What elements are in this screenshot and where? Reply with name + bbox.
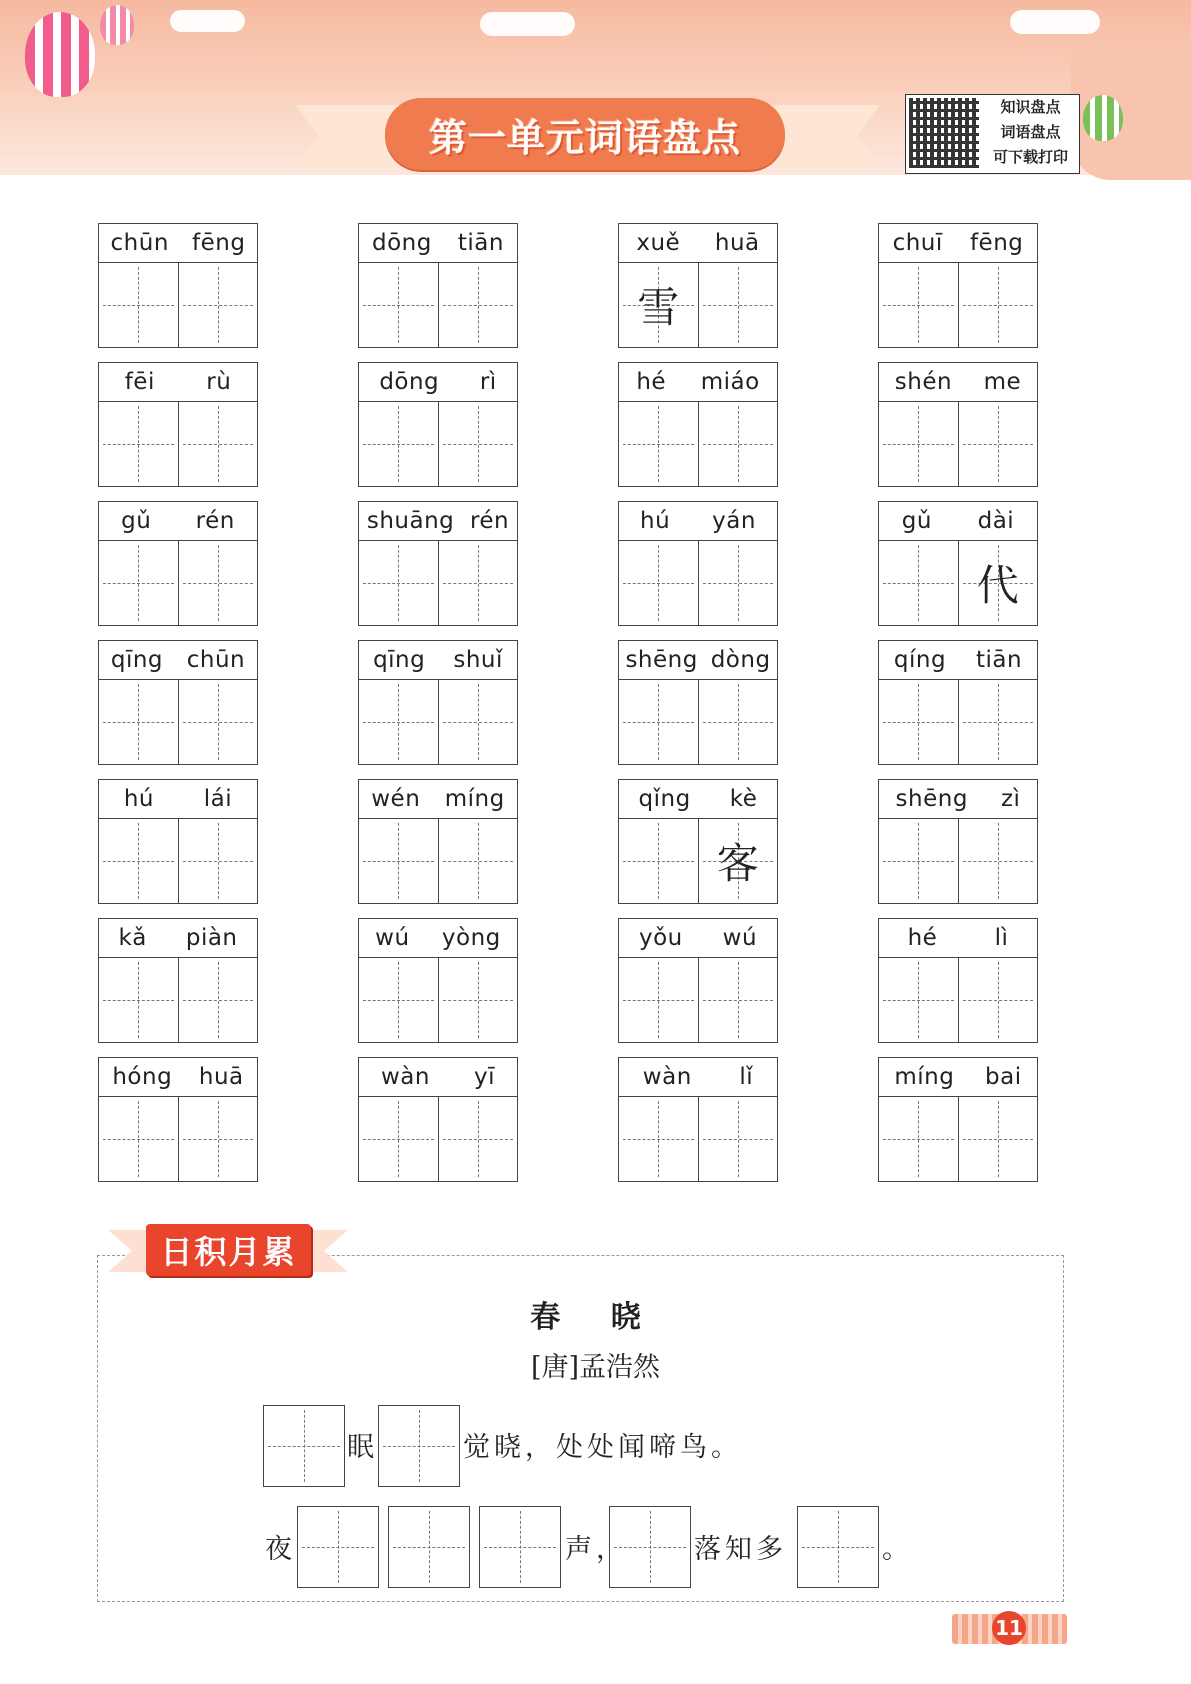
pinyin-syllable: yǒu [638, 925, 683, 951]
pinyin-row [98, 1057, 258, 1097]
pinyin-syllable: lì [994, 925, 1009, 951]
pinyin-syllable: kǎ [118, 925, 147, 951]
pinyin-syllable: tiān [457, 230, 504, 256]
character-box[interactable] [439, 680, 518, 764]
pinyin-syllable: wú [722, 925, 758, 951]
pinyin-row [98, 918, 258, 958]
character-box[interactable] [879, 1097, 959, 1181]
balloon-icon [25, 12, 95, 97]
word-item [358, 223, 518, 347]
pinyin-row [98, 640, 258, 680]
tian-grid [618, 263, 778, 348]
pinyin-row [98, 362, 258, 402]
pinyin-syllable: piàn [185, 925, 238, 951]
pinyin-syllable: shuāng [366, 508, 455, 534]
character-box[interactable] [619, 680, 699, 764]
pinyin-row [98, 779, 258, 819]
character-box[interactable] [879, 263, 959, 347]
character-box[interactable] [179, 541, 258, 625]
balloon-icon [100, 5, 134, 45]
character-box[interactable] [359, 958, 439, 1042]
character-box[interactable] [619, 819, 699, 903]
word-item [98, 1057, 258, 1181]
tian-grid [618, 819, 778, 904]
pinyin-row [618, 779, 778, 819]
tian-grid [878, 541, 1038, 626]
pinyin-syllable: shēng [895, 786, 968, 812]
character-box[interactable] [359, 263, 439, 347]
pinyin-syllable: kè [729, 786, 758, 812]
character-box[interactable] [99, 402, 179, 486]
character-box[interactable] [179, 263, 258, 347]
pinyin-syllable: hú [640, 508, 671, 534]
tian-grid [358, 958, 518, 1043]
word-item [98, 362, 258, 486]
character-box[interactable] [439, 819, 518, 903]
word-item [98, 779, 258, 903]
word-item [618, 918, 778, 1042]
pinyin-row [618, 1057, 778, 1097]
pinyin-syllable: dài [977, 508, 1015, 534]
pinyin-syllable: hú [123, 786, 155, 812]
filled-character: 客 [716, 839, 759, 888]
word-item [618, 223, 778, 347]
pinyin-row [358, 640, 518, 680]
pinyin-syllable: chuī [892, 230, 943, 256]
character-box[interactable] [619, 958, 699, 1042]
pinyin-row [98, 223, 258, 263]
character-box[interactable] [619, 263, 699, 347]
character-box[interactable] [959, 1097, 1038, 1181]
character-box[interactable] [959, 680, 1038, 764]
character-box[interactable] [179, 819, 258, 903]
pinyin-syllable: fēi [124, 369, 155, 395]
word-item [618, 779, 778, 903]
word-item [878, 1057, 1038, 1181]
pinyin-syllable: míng [894, 1064, 955, 1090]
character-box[interactable] [699, 263, 778, 347]
pinyin-syllable: xuě [636, 230, 681, 256]
tian-grid [98, 680, 258, 765]
answer-box[interactable] [609, 1506, 691, 1588]
answer-box[interactable] [388, 1506, 470, 1588]
poem-text: 声， [565, 1534, 627, 1565]
poem-text: 觉晓，处处闻啼鸟。 [463, 1432, 742, 1463]
answer-box[interactable] [378, 1405, 460, 1487]
pinyin-syllable: wén [371, 786, 421, 812]
character-box[interactable] [959, 819, 1038, 903]
character-box[interactable] [699, 958, 778, 1042]
pinyin-syllable: qíng [893, 647, 947, 673]
tian-grid [618, 958, 778, 1043]
section-tag [108, 1222, 348, 1280]
pinyin-syllable: shuǐ [453, 647, 503, 673]
word-item [358, 501, 518, 625]
word-item [98, 640, 258, 764]
tian-grid [878, 680, 1038, 765]
tian-grid [618, 541, 778, 626]
cloud-decoration [1010, 10, 1100, 34]
character-box[interactable] [359, 402, 439, 486]
character-box[interactable] [879, 680, 959, 764]
character-box[interactable] [179, 402, 258, 486]
character-box[interactable] [99, 819, 179, 903]
page-number: 11 [992, 1611, 1026, 1645]
pinyin-syllable: wàn [381, 1064, 430, 1090]
qr-label: 知识盘点 [1000, 98, 1061, 116]
poem-title: 春 晓 [530, 1300, 661, 1335]
pinyin-syllable: yòng [441, 925, 501, 951]
pinyin-syllable: bai [985, 1064, 1022, 1090]
pinyin-syllable: fēng [969, 230, 1024, 256]
pinyin-syllable: fēng [192, 230, 246, 256]
answer-box[interactable] [479, 1506, 561, 1588]
character-box[interactable] [179, 958, 258, 1042]
character-box[interactable] [959, 541, 1038, 625]
cloud-decoration [170, 10, 245, 32]
pinyin-row [618, 223, 778, 263]
pinyin-syllable: huā [714, 230, 760, 256]
character-box[interactable] [99, 1097, 179, 1181]
character-box[interactable] [439, 958, 518, 1042]
pinyin-syllable: zì [1000, 786, 1021, 812]
word-item [358, 640, 518, 764]
pinyin-syllable: lǐ [739, 1064, 754, 1090]
character-box[interactable] [99, 263, 179, 347]
balloon-icon [1083, 95, 1123, 141]
character-box[interactable] [959, 263, 1038, 347]
tian-grid [618, 680, 778, 765]
character-box[interactable] [99, 958, 179, 1042]
answer-box[interactable] [797, 1506, 879, 1588]
qr-labels [984, 95, 1077, 170]
tian-grid [98, 402, 258, 487]
word-item [98, 501, 258, 625]
qr-label: 词语盘点 [1000, 123, 1061, 141]
character-box[interactable] [99, 680, 179, 764]
tian-grid [878, 958, 1038, 1043]
tian-grid [98, 541, 258, 626]
tian-grid [878, 1097, 1038, 1182]
poem-text: 落知多 [694, 1534, 787, 1565]
poem-text: 夜 [265, 1534, 296, 1565]
tian-grid [98, 819, 258, 904]
tian-grid [98, 958, 258, 1043]
character-box[interactable] [179, 680, 258, 764]
word-item [618, 501, 778, 625]
cloud-decoration [480, 12, 575, 36]
word-item [878, 640, 1038, 764]
pinyin-syllable: tiān [975, 647, 1023, 673]
poem-author: [唐]孟浩然 [530, 1352, 661, 1383]
page-number-badge [952, 1614, 1067, 1644]
pinyin-syllable: dōng [372, 230, 432, 256]
qr-label: 可下载打印 [992, 148, 1068, 166]
pinyin-row [878, 501, 1038, 541]
word-item [618, 1057, 778, 1181]
character-box[interactable] [619, 1097, 699, 1181]
pinyin-syllable: huā [198, 1064, 244, 1090]
page-title: 第一单元词语盘点 [428, 115, 741, 160]
pinyin-syllable: rén [195, 508, 235, 534]
pinyin-row [878, 362, 1038, 402]
character-box[interactable] [359, 1097, 439, 1181]
character-box[interactable] [879, 402, 959, 486]
pinyin-row [618, 640, 778, 680]
pinyin-row [358, 1057, 518, 1097]
pinyin-syllable: qǐng [638, 786, 691, 812]
pinyin-row [358, 501, 518, 541]
pinyin-syllable: hé [907, 925, 938, 951]
pinyin-syllable: rù [206, 369, 232, 395]
filled-character: 代 [976, 561, 1019, 610]
pinyin-syllable: dòng [710, 647, 771, 673]
pinyin-syllable: míng [444, 786, 505, 812]
pinyin-syllable: qīng [110, 647, 164, 673]
character-box[interactable] [439, 541, 518, 625]
word-item [358, 779, 518, 903]
pinyin-syllable: gǔ [121, 508, 152, 534]
page-title-badge [385, 98, 785, 170]
filled-character: 雪 [637, 283, 680, 332]
word-item [358, 918, 518, 1042]
pinyin-row [358, 362, 518, 402]
pinyin-syllable: shén [894, 369, 953, 395]
character-box[interactable] [99, 541, 179, 625]
character-box[interactable] [959, 958, 1038, 1042]
pinyin-row [358, 223, 518, 263]
poem-text: 。 [882, 1534, 913, 1565]
tian-grid [358, 819, 518, 904]
tian-grid [98, 1097, 258, 1182]
character-box[interactable] [359, 541, 439, 625]
qr-code-icon[interactable] [909, 98, 979, 168]
pinyin-row [878, 223, 1038, 263]
pinyin-syllable: rén [469, 508, 510, 534]
character-box[interactable] [699, 402, 778, 486]
character-box[interactable] [619, 541, 699, 625]
character-box[interactable] [699, 680, 778, 764]
pinyin-syllable: wàn [642, 1064, 692, 1090]
pinyin-syllable: gǔ [901, 508, 932, 534]
pinyin-syllable: rì [479, 369, 497, 395]
pinyin-syllable: dōng [379, 369, 440, 395]
word-item [878, 918, 1038, 1042]
pinyin-syllable: wú [375, 925, 410, 951]
tian-grid [618, 1097, 778, 1182]
pinyin-row [618, 501, 778, 541]
pinyin-row [358, 918, 518, 958]
word-item [878, 779, 1038, 903]
pinyin-row [358, 779, 518, 819]
pinyin-row [618, 918, 778, 958]
pinyin-row [98, 501, 258, 541]
character-box[interactable] [359, 819, 439, 903]
pinyin-syllable: me [983, 369, 1022, 395]
tian-grid [358, 680, 518, 765]
character-box[interactable] [439, 263, 518, 347]
character-box[interactable] [179, 1097, 258, 1181]
character-box[interactable] [699, 541, 778, 625]
character-box[interactable] [879, 541, 959, 625]
tian-grid [878, 819, 1038, 904]
word-item [878, 501, 1038, 625]
character-box[interactable] [439, 1097, 518, 1181]
word-item [878, 362, 1038, 486]
word-item [358, 362, 518, 486]
word-item [618, 640, 778, 764]
character-box[interactable] [439, 402, 518, 486]
pinyin-syllable: hóng [112, 1064, 173, 1090]
answer-box[interactable] [297, 1506, 379, 1588]
character-box[interactable] [359, 680, 439, 764]
qr-code-panel[interactable] [905, 94, 1080, 174]
pinyin-row [618, 362, 778, 402]
pinyin-syllable: lái [203, 786, 233, 812]
poem-text: 眠 [347, 1432, 378, 1463]
pinyin-row [878, 918, 1038, 958]
tian-grid [878, 402, 1038, 487]
answer-box[interactable] [263, 1405, 345, 1487]
character-box[interactable] [879, 958, 959, 1042]
pinyin-row [878, 640, 1038, 680]
pinyin-syllable: qīng [373, 647, 426, 673]
word-item [98, 918, 258, 1042]
tian-grid [358, 263, 518, 348]
tian-grid [358, 402, 518, 487]
tian-grid [358, 1097, 518, 1182]
pinyin-row [878, 779, 1038, 819]
tian-grid [878, 263, 1038, 348]
word-item [878, 223, 1038, 347]
tian-grid [358, 541, 518, 626]
pinyin-syllable: yán [712, 508, 756, 534]
pinyin-syllable: shēng [625, 647, 698, 673]
section-tag-label: 日积月累 [146, 1224, 311, 1276]
character-box[interactable] [879, 819, 959, 903]
character-box[interactable] [959, 402, 1038, 486]
tian-grid [98, 263, 258, 348]
character-box[interactable] [699, 819, 778, 903]
word-item [618, 362, 778, 486]
tian-grid [618, 402, 778, 487]
pinyin-syllable: yī [473, 1064, 495, 1090]
character-box[interactable] [699, 1097, 778, 1181]
pinyin-row [878, 1057, 1038, 1097]
word-item [358, 1057, 518, 1181]
word-item [98, 223, 258, 347]
pinyin-syllable: chūn [110, 230, 169, 256]
pinyin-syllable: chūn [186, 647, 246, 673]
pinyin-syllable: miáo [700, 369, 760, 395]
pinyin-syllable: hé [636, 369, 667, 395]
character-box[interactable] [619, 402, 699, 486]
